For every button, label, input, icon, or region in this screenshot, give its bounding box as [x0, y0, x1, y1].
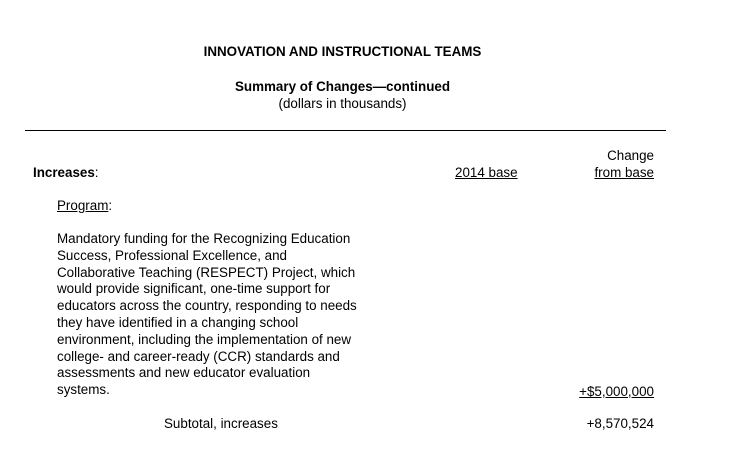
document-subtitle: Summary of Changes—continued — [234, 79, 451, 94]
units-note: (dollars in thousands) — [278, 96, 407, 111]
increases-label-text: Increases — [33, 165, 95, 180]
subtotal-change-value: +8,570,524 — [586, 416, 654, 431]
program-item-change-value: +$5,000,000 — [579, 384, 654, 399]
column-header-2014-base: 2014 base — [455, 165, 518, 180]
column-header-change-line1: Change — [607, 148, 654, 163]
horizontal-rule — [25, 130, 666, 131]
program-item-description: Mandatory funding for the Recognizing Education Success, Professional Excellence, and Collaborative Teaching (RESPECT) Project, which would provide significant, one-time support for educators across the country, responding to needs they have identified in a changing school environment, including the implementation of new college- and career-ready (CCR) standards and assessments and new educator evaluation systems. — [57, 231, 357, 398]
increases-heading — [33, 165, 99, 180]
program-colon: : — [108, 198, 113, 213]
document-title: INNOVATION AND INSTRUCTIONAL TEAMS — [203, 44, 482, 59]
column-header-change-from-base — [594, 148, 654, 181]
subtotal-label: Subtotal, increases — [164, 416, 278, 431]
increases-colon: : — [94, 165, 99, 180]
program-label-text: Program — [57, 198, 109, 213]
column-header-change-line2: from base — [594, 164, 654, 180]
program-heading — [57, 198, 112, 213]
